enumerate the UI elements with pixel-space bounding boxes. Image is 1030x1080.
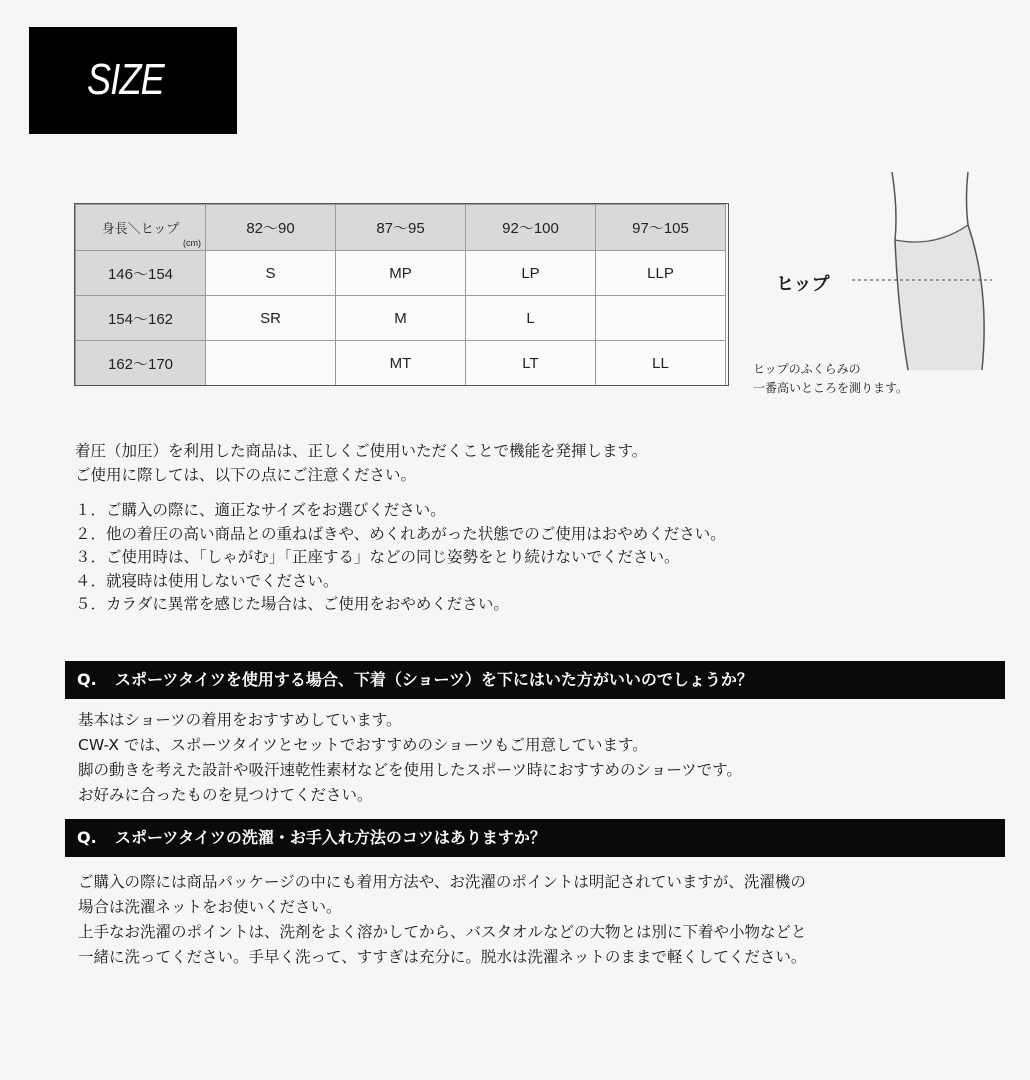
size-cell: LLP (596, 251, 726, 296)
size-cell: MP (336, 251, 466, 296)
column-header: 82〜90 (206, 205, 336, 251)
table-row (76, 341, 726, 386)
column-header: 87〜95 (336, 205, 466, 251)
faq-question: スポーツタイツを使用する場合、下着（ショーツ）を下にはいた方がいいのでしょうか？ (115, 670, 753, 689)
hip-note (753, 360, 908, 398)
size-cell: S (206, 251, 336, 296)
size-title: SIZE (87, 55, 164, 104)
notice-item: ５．カラダに異常を感じた場合は、ご使用をおやめください。 (75, 595, 509, 613)
table-row (76, 296, 726, 341)
answer-line: ご購入の際には商品パッケージの中にも着用方法や、お洗濯のポイントは明記されていますが、洗濯機の (78, 873, 806, 891)
notice-item: ３．ご使用時は、「しゃがむ」「正座する」などの同じ姿勢をとり続けないでください。 (75, 548, 680, 566)
size-cell: M (336, 296, 466, 341)
hip-note-line: ヒップのふくらみの (753, 362, 861, 376)
column-header: 92〜100 (466, 205, 596, 251)
row-header: 146〜154 (76, 251, 206, 296)
faq-question-bar (65, 661, 1005, 699)
size-cell: L (466, 296, 596, 341)
hip-leg-illustration (840, 170, 1000, 380)
row-header: 154〜162 (76, 296, 206, 341)
answer-line: 場合は洗濯ネットをお使いください。 (78, 898, 342, 916)
table-header-row (76, 205, 726, 251)
size-table (75, 204, 726, 386)
faq-question: スポーツタイツの洗濯・お手入れ方法のコツはありますか？ (115, 828, 546, 847)
faq-question-bar (65, 819, 1005, 857)
size-cell: LP (466, 251, 596, 296)
notice-intro-line: ご使用に際しては、以下の点にご注意ください。 (75, 465, 417, 484)
notice-item: １．ご購入の際に、適正なサイズをお選びください。 (75, 501, 446, 519)
size-banner (29, 27, 237, 134)
notice-intro-line: 着圧（加圧）を利用した商品は、正しくご使用いただくことで機能を発揮します。 (75, 442, 648, 460)
size-cell: MT (336, 341, 466, 386)
q-mark: Q. (77, 828, 97, 847)
column-header: 97〜105 (596, 205, 726, 251)
answer-line: 脚の動きを考えた設計や吸汗速乾性素材などを使用したスポーツ時におすすめのショーツです。 (78, 761, 742, 779)
hip-label: ヒップ (776, 274, 830, 295)
answer-line: 一緒に洗ってください。手早く洗って、すすぎは充分に。脱水は洗濯ネットのままで軽くしてください。 (78, 948, 807, 966)
size-cell (206, 341, 336, 386)
answer-line: CW-X では、スポーツタイツとセットでおすすめのショーツもご用意しています。 (78, 736, 648, 754)
answer-line: お好みに合ったものを見つけてください。 (78, 786, 373, 804)
q-mark: Q. (77, 670, 97, 689)
corner-label: 身長＼ヒップ (101, 221, 180, 236)
row-header: 162〜170 (76, 341, 206, 386)
faq-answer (78, 708, 742, 808)
faq-answer (78, 870, 807, 970)
corner-header (76, 205, 206, 251)
size-cell: LT (466, 341, 596, 386)
notice-item: ２．他の着圧の高い商品との重ねばきや、めくれあがった状態でのご使用はおやめください。 (75, 524, 726, 543)
corner-unit: (cm) (183, 238, 201, 248)
answer-line: 基本はショーツの着用をおすすめしています。 (78, 711, 402, 729)
size-cell: LL (596, 341, 726, 386)
hip-shape (895, 225, 984, 370)
notice-list (75, 499, 726, 617)
table-row (76, 251, 726, 296)
size-cell (596, 296, 726, 341)
notice-item: ４．就寝時は使用しないでください。 (75, 571, 339, 590)
notice-intro (75, 440, 647, 487)
size-cell: SR (206, 296, 336, 341)
hip-note-line: 一番高いところを測ります。 (753, 381, 909, 395)
answer-line: 上手なお洗濯のポイントは、洗剤をよく溶かしてから、バスタオルなどの大物とは別に下着や小物などと (78, 923, 807, 941)
